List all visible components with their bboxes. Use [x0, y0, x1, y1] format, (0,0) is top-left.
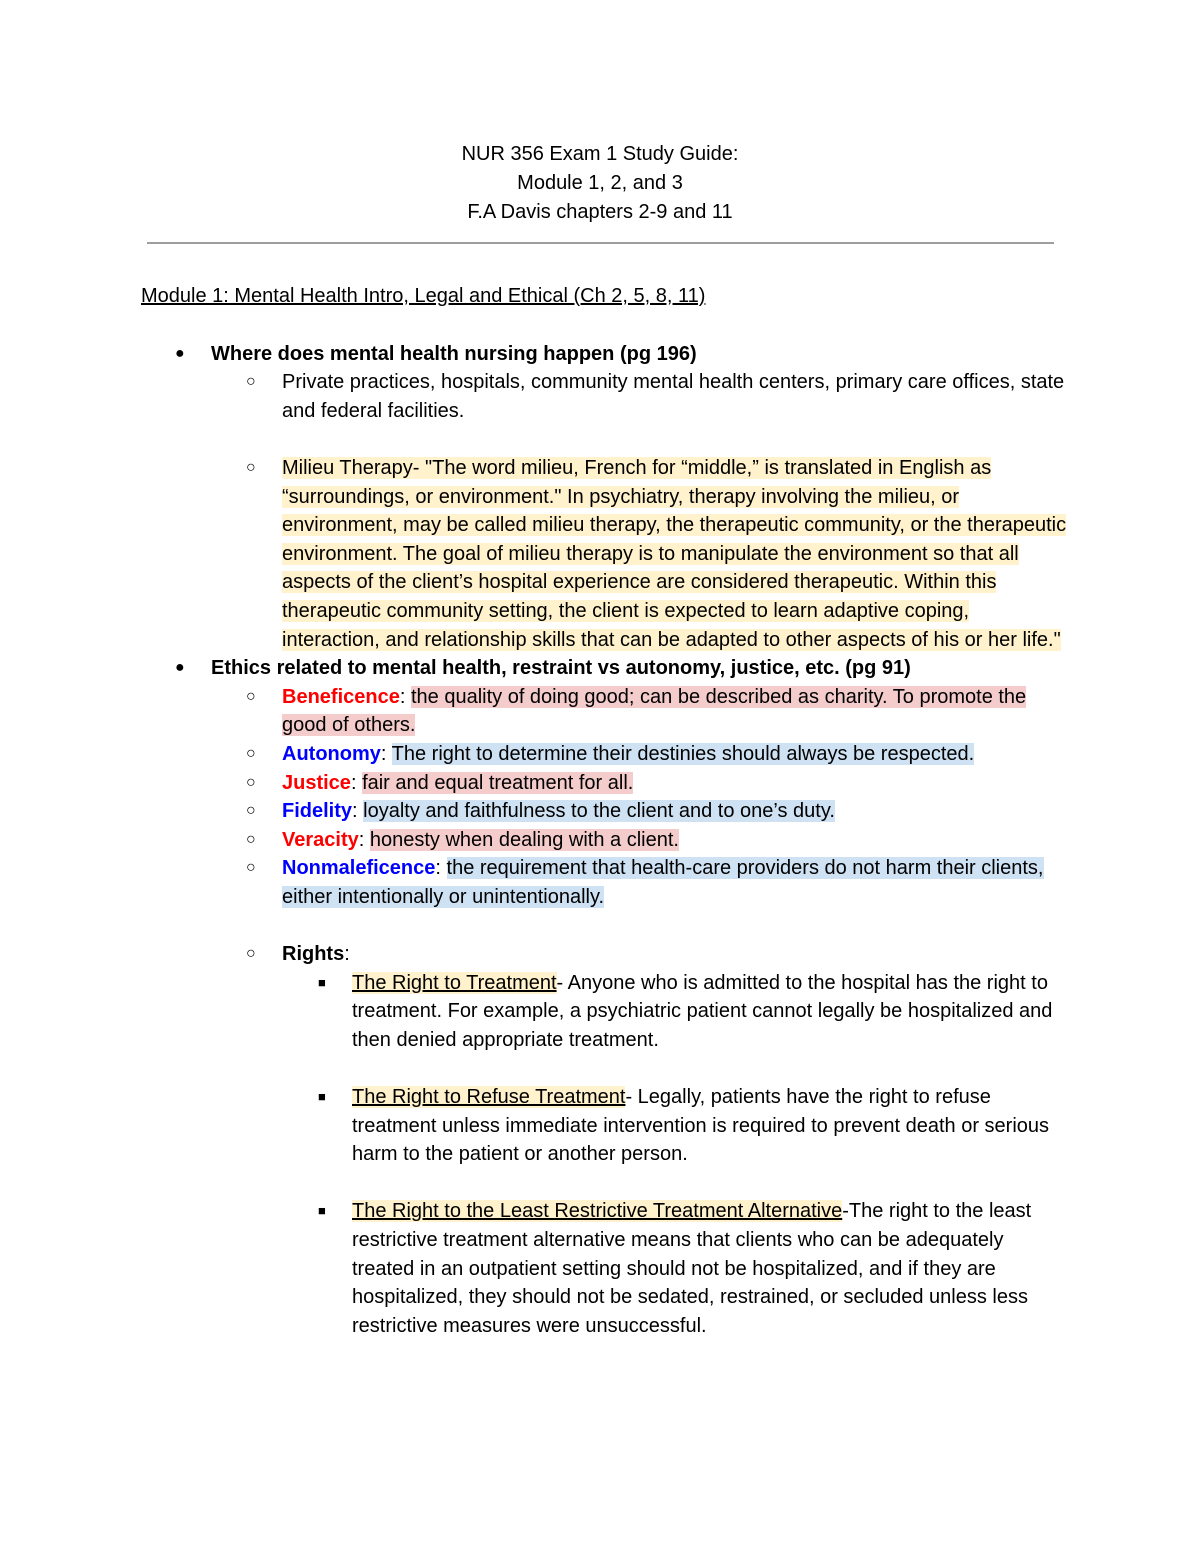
right-title: The Right to Treatment — [352, 971, 557, 994]
principle-definition: the requirement that health-care providers do not harm their clients, either intentionally or unintentionally. — [282, 857, 1044, 908]
hollow-circle-bullet-icon: ○ — [246, 802, 256, 820]
blank-line — [211, 425, 1071, 454]
principle-term: Beneficence — [282, 685, 400, 708]
principle-term: Nonmaleficence — [282, 857, 436, 880]
where-heading: Where does mental health nursing happen (pg 196) — [211, 342, 697, 365]
hollow-circle-bullet-icon: ○ — [246, 859, 256, 877]
list-item-right — [282, 969, 1071, 1055]
principle-term: Veracity — [282, 828, 359, 851]
right-text: -The right to the least restrictive treatment alternative means that clients who can be adequately treated in an outpatient setting should not be hospitalized, and if they are hospitalized, they should not be sedated, restrained, or secluded unless less restrictive measures were unsuccessful. — [352, 1200, 1032, 1337]
list-item-milieu — [211, 454, 1071, 654]
hollow-circle-bullet-icon: ○ — [246, 373, 256, 391]
list-item-principle: ○ Justice: fair and equal treatment for all. — [211, 769, 1071, 798]
right-title: The Right to Refuse Treatment — [352, 1086, 626, 1109]
principle-term: Fidelity — [282, 800, 353, 823]
document-header — [0, 140, 1200, 227]
document-body — [141, 282, 1071, 1340]
rights-label: Rights — [282, 943, 345, 966]
filled-square-bullet-icon: ■ — [318, 1203, 326, 1219]
right-text: - Legally, patients have the right to refuse treatment unless immediate intervention is required to prevent death or serious harm to the patient or another person. — [352, 1086, 1050, 1166]
principle-term: Autonomy — [282, 742, 381, 765]
horizontal-divider — [147, 242, 1054, 244]
ethics-sublist — [211, 683, 1071, 1341]
list-item-principle: ○ Nonmaleficence: the requirement that health-care providers do not harm their clients, either intentionally or unintentionally. — [211, 854, 1071, 911]
list-item-principle: ○ Beneficence: the quality of doing good; can be described as charity. To promote the good of others. — [211, 683, 1071, 740]
list-item-principle: ○ Autonomy: The right to determine their destinies should always be respected. — [211, 740, 1071, 769]
milieu-text: Milieu Therapy- "The word milieu, French for “middle,” is translated in English as “surroundings, or environment." In psychiatry, therapy involving the milieu, or environment, may be called milieu therapy, the therapeutic community, or the therapeutic environment. The goal of milieu therapy is to manipulate the environment so that all aspects of the client’s hospital experience are considered therapeutic. Within this therapeutic community setting, the client is expected to learn adaptive coping, interaction, and relationship skills that can be adapted to other aspects of his or her life." — [282, 456, 1067, 651]
list-item-principle: ○ Fidelity: loyalty and faithfulness to the client and to one’s duty. — [211, 797, 1071, 826]
list-item-rights: ○ Rights: ■ The Right to Treatment- Anyone who is admitted to the hospital has the right to treatment. For example, a psychiatric patient cannot legally be hospitalized and then denied appropriate treatment. ■ The Right to Refuse Treatment- Legally, patients have the right to refuse treatment unless immediate intervention is required to prevent death or serious harm to the patient or another person. ■ The Right to the Least Restrictive Treatment Alternative-The right to the least restrictive treatment alternative means that clients who can be adequately treated in an outpatient setting should not be hospitalized, and if they are hospitalized, they should not be sedated, restrained, or secluded unless less restrictive measures were unsuccessful. — [211, 940, 1071, 1340]
principle-definition: loyalty and faithfulness to the client and to one’s duty. — [363, 800, 835, 823]
list-item-principle: ○ Veracity: honesty when dealing with a client. — [211, 826, 1071, 855]
filled-circle-bullet-icon: ● — [175, 659, 185, 677]
list-item-ethics — [141, 654, 1071, 1340]
blank-line — [282, 1169, 1071, 1198]
blank-line — [282, 1054, 1071, 1083]
doc-subtitle-chapters: F.A Davis chapters 2-9 and 11 — [467, 201, 733, 223]
list-item-right — [282, 1197, 1071, 1340]
where-sublist — [211, 368, 1071, 654]
list-item-where — [141, 340, 1071, 655]
doc-title: NUR 356 Exam 1 Study Guide: — [461, 143, 739, 165]
doc-subtitle-modules: Module 1, 2, and 3 — [517, 172, 683, 194]
hollow-circle-bullet-icon: ○ — [246, 773, 256, 791]
principle-term: Justice — [282, 771, 351, 794]
hollow-circle-bullet-icon: ○ — [246, 458, 256, 476]
list-item-right — [282, 1083, 1071, 1169]
hollow-circle-bullet-icon: ○ — [246, 687, 256, 705]
filled-square-bullet-icon: ■ — [318, 974, 326, 990]
hollow-circle-bullet-icon: ○ — [246, 744, 256, 762]
principle-definition: the quality of doing good; can be described as charity. To promote the good of others. — [282, 685, 1027, 737]
hollow-circle-bullet-icon: ○ — [246, 945, 256, 963]
rights-sublist — [282, 969, 1071, 1341]
right-text: - Anyone who is admitted to the hospital has the right to treatment. For example, a psychiatric patient cannot legally be hospitalized and then denied appropriate treatment. — [352, 971, 1053, 1051]
principle-definition: fair and equal treatment for all. — [362, 771, 634, 794]
principle-definition: The right to determine their destinies should always be respected. — [391, 742, 975, 765]
blank-line — [211, 911, 1071, 940]
filled-circle-bullet-icon: ● — [175, 344, 185, 362]
right-title: The Right to the Least Restrictive Treatment Alternative — [352, 1200, 843, 1223]
ethics-heading: Ethics related to mental health, restraint vs autonomy, justice, etc. (pg 91) — [211, 657, 911, 680]
list-item-places — [211, 368, 1071, 425]
places-text: Private practices, hospitals, community mental health centers, primary care offices, state and federal facilities. — [282, 371, 1065, 422]
filled-square-bullet-icon: ■ — [318, 1089, 326, 1105]
hollow-circle-bullet-icon: ○ — [246, 830, 256, 848]
module-1-list — [141, 340, 1071, 1341]
principle-definition: honesty when dealing with a client. — [369, 828, 679, 851]
module-1-heading: Module 1: Mental Health Intro, Legal and Ethical (Ch 2, 5, 8, 11) — [141, 285, 706, 307]
